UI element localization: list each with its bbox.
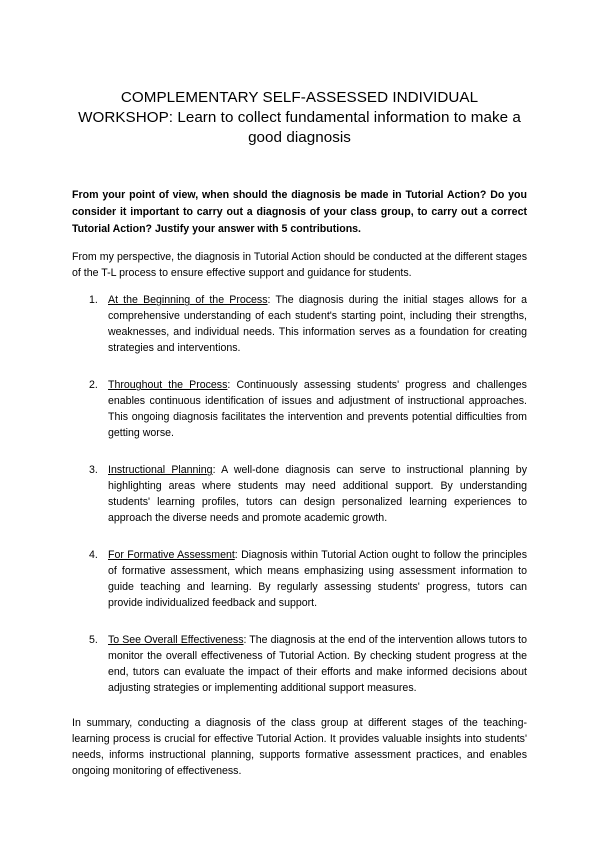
item-heading: To See Overall Effectiveness: [108, 634, 244, 647]
item-number: 5.: [89, 634, 98, 647]
item-heading: Throughout the Process: [108, 379, 228, 392]
item-heading: For Formative Assessment: [108, 549, 235, 562]
item-text: : Diagnosis within Tutorial Action ought to follow the principles of formative assessment, which means emphasizing using assessment information to guide teaching and learning. By regularly assessing students' progress, tutors can provide individualized feedback and support.: [108, 549, 527, 610]
item-text: : The diagnosis during the initial stages allows for a comprehensive understanding of each student's starting point, including their strengths, weaknesses, and individual needs. This information serves as a foundation for creating strategies and interventions.: [108, 294, 528, 355]
item-text: : The diagnosis at the end of the intervention allows tutors to monitor the overall effectiveness of Tutorial Action. By checking student progress at the end, tutors can evaluate the impact of their efforts and make informed decisions about adjusting strategies or implementing additional support measures.: [108, 634, 527, 695]
item-text: : Continuously assessing students' progress and challenges enables continuous identification of issues and adjustment of instructional approaches. This ongoing diagnosis facilitates the intervention and prevents potential difficulties from getting worse.: [108, 379, 527, 440]
item-heading: At the Beginning of the Process: [108, 294, 268, 307]
list-item: [72, 292, 527, 356]
list-item: [72, 462, 527, 526]
item-number: 3.: [89, 464, 98, 477]
item-number: 4.: [89, 549, 98, 562]
summary-paragraph: In summary, conducting a diagnosis of the class group at different stages of the teaching-learning process is crucial for effective Tutorial Action. It provides valuable insights into students' needs, informs instructional planning, supports formative assessment practices, and enables ongoing monitoring of effectiveness.: [72, 717, 527, 778]
question-paragraph: From your point of view, when should the diagnosis be made in Tutorial Action? Do you consider it important to carry out a diagnosis of your class group, to carry out a correct Tutorial Action? Justify your answer with 5 contributions.: [72, 189, 527, 235]
list-item: [72, 632, 527, 696]
list-item: [72, 377, 527, 441]
document-title: COMPLEMENTARY SELF-ASSESSED INDIVIDUAL WORKSHOP: Learn to collect fundamental information to make a good diagnosis: [78, 89, 521, 146]
item-number: 2.: [89, 379, 98, 392]
contributions-list: [72, 292, 527, 696]
item-text: : A well-done diagnosis can serve to instructional planning by highlighting areas where students may need additional support. By understanding students' learning profiles, tutors can design personalized learning experiences to approach the diverse needs and promote academic growth.: [108, 464, 527, 525]
item-number: 1.: [89, 294, 98, 307]
list-item: [72, 547, 527, 611]
intro-paragraph: From my perspective, the diagnosis in Tutorial Action should be conducted at the different stages of the T-L process to ensure effective support and guidance for students.: [72, 251, 527, 280]
item-heading: Instructional Planning: [108, 464, 213, 477]
document-page: [72, 88, 527, 790]
